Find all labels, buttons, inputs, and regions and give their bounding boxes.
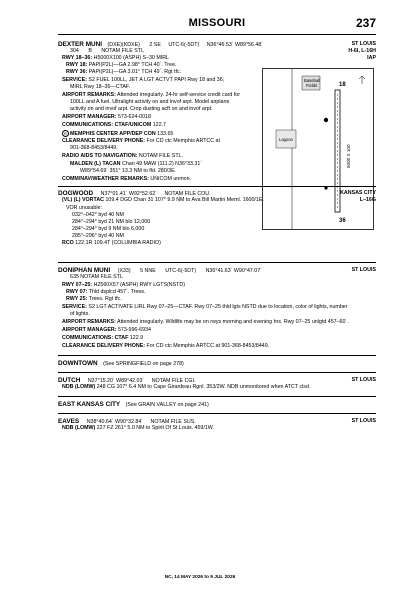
- runway-dimensions: 5000 X 100: [346, 144, 351, 168]
- clearance-label: CLEARANCE DELIVERY PHONE:: [62, 138, 145, 144]
- effective-dates-footer: NC, 14 MAY 2026 to 9 JUL 2026: [164, 575, 236, 580]
- field-label-1: Baseball: [304, 78, 321, 83]
- airport-coords: N36°46.53´ W89°56.48´: [206, 42, 264, 48]
- rwy25-text: Trees. Rgt tfc.: [88, 296, 122, 302]
- vortac-label: (VL) (L) VORTAC: [62, 197, 104, 203]
- utc-offset: UTC-6(-5DT): [165, 268, 197, 274]
- rwy07-text: Thld dsplcd 457´. Trees.: [88, 289, 146, 295]
- malden-name: MALDEN (L) TACAN: [70, 161, 121, 167]
- service-1: S2 LGT ACTIVATE LIRL Rwy 07–25—CTAF. Rwy 07–25 thld lgts NSTD due to location, color of lights, number: [88, 304, 348, 310]
- airport-location: 5 NNE: [140, 268, 156, 274]
- navaid-name: DUTCH: [58, 377, 81, 384]
- rwy36-label: RWY 36:: [66, 69, 88, 75]
- rco-text: 122.1R 109.4T (COLUMBIA RADIO): [75, 240, 161, 246]
- airport-name: DEXTER MUNI: [58, 41, 103, 48]
- cross-reference: (See SPRINGFIELD on page 278): [103, 361, 184, 367]
- navaid-name: DOGWOOD: [58, 190, 94, 197]
- ctaf-icon: R: [62, 130, 69, 137]
- notam-file: NOTAM FILE CGI.: [151, 378, 196, 384]
- beacon-icon: [324, 118, 328, 122]
- north-arrow-icon: [359, 76, 365, 84]
- rwy07-label: RWY 07:: [66, 289, 88, 295]
- manager-phone: 573-996-6934: [117, 327, 151, 333]
- notam-file: NOTAM FILE SUS.: [150, 419, 196, 425]
- malden-2: W89°54.69´ 351° 13.3 NM to fld. 280/3E.: [80, 168, 177, 174]
- utc-offset: UTC-6(-5DT): [168, 42, 200, 48]
- rwy25-label: RWY 25:: [66, 296, 88, 302]
- chart-ref: H-6I, L-16H: [348, 48, 376, 54]
- navaid-name: EAVES: [58, 418, 80, 425]
- airport-location: 2 SE: [149, 42, 161, 48]
- runway-label: RWY 07–25:: [62, 282, 93, 288]
- clearance-label: CLEARANCE DELIVERY PHONE:: [62, 343, 145, 349]
- unusable-2: 284°–294° byd 21 NM blo 12,000: [72, 219, 151, 225]
- manager-label: AIRPORT MANAGER:: [62, 327, 117, 333]
- manager-phone: 573-624-0018: [117, 114, 151, 120]
- service-text-2: MIRL Rwy 18–36—CTAF.: [70, 84, 131, 90]
- comm-label: COMMUNICATIONS: CTAF/UNICOM: [62, 122, 152, 128]
- elevation: 304: [70, 48, 79, 54]
- rwy18-text: PAPI(P2L)—GA 2.98° TCH 40´. Tree.: [88, 62, 177, 68]
- divider: [58, 262, 376, 263]
- airport-name: EAST KANSAS CITY: [58, 401, 121, 408]
- comnav-text: UNICOM unmon.: [150, 176, 192, 182]
- page-number: 237: [355, 16, 376, 30]
- divider: [58, 186, 376, 187]
- fuel-type: B: [88, 48, 92, 54]
- remarks-2: 100LL and A fuel. Ultralight activity on and invof arpt. Model airplane: [70, 99, 230, 105]
- runway-spec: H2560X57 (ASPH) RWY LGTS(NSTD): [93, 282, 185, 288]
- app-label: MEMPHIS CENTER APP/DEP CON: [70, 131, 156, 137]
- comm-label: COMMUNICATIONS: CTAF: [62, 335, 129, 341]
- airport-ids: (DXE)(KDXE): [107, 42, 140, 48]
- diagram-frame: [263, 69, 374, 230]
- comm-freq: 122.7: [152, 122, 166, 128]
- navaid-coords: N37°15.20´ W89°42.03´: [87, 378, 145, 384]
- notam-file: NOTAM FILE STL: [101, 48, 144, 54]
- remarks-label: AIRPORT REMARKS:: [62, 92, 116, 98]
- region: ST LOUIS: [351, 267, 376, 273]
- page-header: [58, 16, 376, 35]
- divider: [58, 372, 376, 373]
- unusable-label: VOR unusable:: [66, 205, 102, 211]
- vortac-text: 109.4 DGD Chan 31 107° 9.9 NM to Ava Bill Martin Meml. 1600/1E.: [105, 197, 264, 203]
- divider: [58, 396, 376, 397]
- rwy18-label: RWY 18:: [66, 62, 88, 68]
- divider: [58, 355, 376, 356]
- service-2: of lights.: [70, 311, 90, 317]
- region: ST LOUIS: [351, 377, 376, 383]
- airport-diagram: [262, 68, 374, 230]
- runway-label: RWY 18–36:: [62, 55, 93, 61]
- service-text: S2 FUEL 100LL, JET A LGT ACTVT PAPI Rwy 18 and 36;: [88, 77, 225, 83]
- chart-ref: L–16G: [359, 197, 376, 203]
- remarks-1: Attended irregularly. 24-hr self-service credit card for: [117, 92, 241, 98]
- service-label: SERVICE:: [62, 77, 87, 83]
- remarks-label: AIRPORT REMARKS:: [62, 319, 116, 325]
- navaid-coords: N37°01.41´ W92°52.62´: [100, 191, 157, 197]
- airport-name: DONIPHAN MUNI: [58, 267, 111, 274]
- comnav-label: COMM/NAV/WEATHER REMARKS:: [62, 176, 149, 182]
- clearance-2: 901-368-8453/8449.: [70, 145, 118, 151]
- ndb-text: 248 CG 107° 6.4 NM to Cape Girardeau Rgnl. 353/2W. NDB unmonitored when ATCT clsd.: [96, 384, 311, 390]
- airport-ids: (X33): [117, 268, 131, 274]
- state-title: MISSOURI: [188, 17, 246, 29]
- ndb-label: NDB (LOMW): [62, 384, 96, 390]
- service-label: SERVICE:: [62, 304, 87, 310]
- region: ST LOUIS: [351, 41, 376, 47]
- app-freq: 133.65: [157, 131, 174, 137]
- runway-number-top: 18: [339, 82, 346, 88]
- navaid-label: RADIO AIDS TO NAVIGATION:: [62, 153, 138, 159]
- field-label-2: Fields: [306, 83, 318, 88]
- unusable-1: 032°–042° byd 40 NM: [72, 212, 124, 218]
- malden-1: Chan 49 MAW (111.2) N36°33.31´: [122, 161, 203, 167]
- downtown-entry: [58, 360, 184, 368]
- rwy36-text: PAPI(P2L)—GA 3.01° TCH 49´. Rgt tfc.: [88, 69, 182, 75]
- manager-label: AIRPORT MANAGER:: [62, 114, 117, 120]
- clearance-text: For CD ctc Memphis ARTCC at 901-368-8453/8449.: [146, 343, 270, 349]
- east-kansas-city-entry: [58, 401, 209, 409]
- runway-number-bottom: 36: [339, 218, 346, 224]
- unusable-3: 284°–294° byd 9 NM blo 6,000: [72, 226, 145, 232]
- ndb-text: 227 FZ 261° 5.0 NM to Spirit Of St Louis. 459/1W.: [96, 425, 214, 431]
- region: KANSAS CITY: [340, 190, 376, 196]
- navaid-text: NOTAM FILE STL.: [138, 153, 183, 159]
- iap-ref: IAP: [367, 55, 376, 61]
- elevation-notam: 635 NOTAM FILE STL: [70, 274, 123, 280]
- comm-freq: 122.9: [129, 335, 144, 341]
- runway-spec: H5000X100 (ASPH) S–30 MIRL: [93, 55, 169, 61]
- navaid-coords: N38°40.64´ W90°32.84´: [86, 419, 144, 425]
- remarks-3: activity on and invof arpt. Crop dusting acft on and invof arpt.: [70, 106, 213, 112]
- airport-name: DOWNTOWN: [58, 360, 98, 367]
- ndb-label: NDB (LOMW): [62, 425, 96, 431]
- unusable-4: 285°–296° byd 40 NM: [72, 233, 124, 239]
- region: ST LOUIS: [351, 418, 376, 424]
- airport-coords: N36°41.63´ W90°47.07´: [205, 268, 262, 274]
- clearance-1: For CD ctc Memphis ARTCC at: [146, 138, 220, 144]
- notam-file: NOTAM FILE COU.: [164, 191, 211, 197]
- remarks-text: Attended irregularly. Wildlife may be on rwys morning and evening hrs. Rwy 07–25 unlgtd 457–60´.: [117, 319, 349, 325]
- cross-reference: (See GRAIN VALLEY on page 241): [125, 402, 209, 408]
- lagoon-label: Lagoon: [279, 137, 293, 142]
- divider: [58, 413, 376, 414]
- rco-label: RCO: [62, 240, 74, 246]
